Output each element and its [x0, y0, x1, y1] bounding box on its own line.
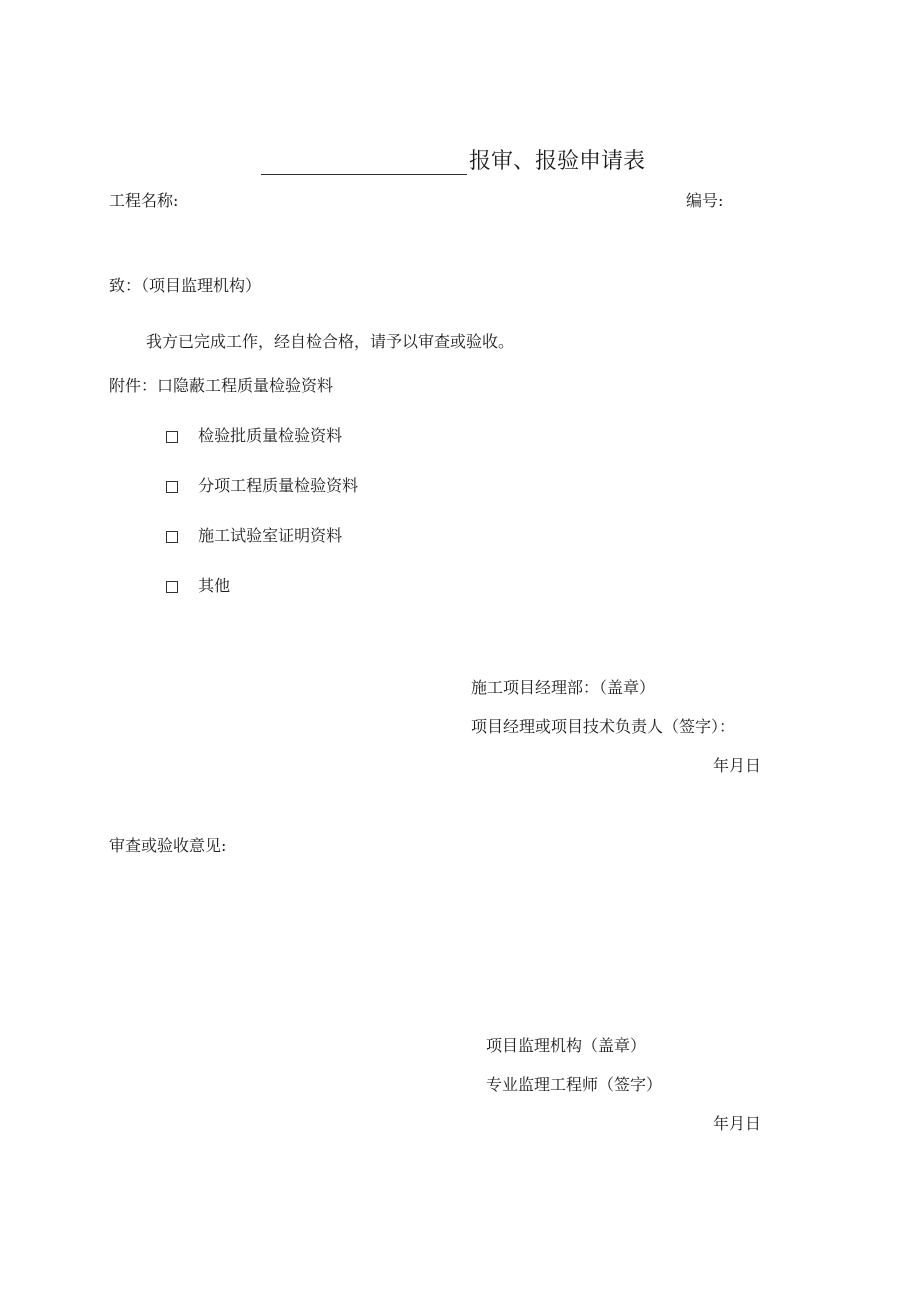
addressee-line: 致：（项目监理机构）	[109, 276, 262, 295]
checkbox-icon[interactable]	[166, 481, 178, 493]
form-number-label: 编号:	[686, 191, 724, 210]
statement-text: 我方已完成工作，经自检合格，请予以审查或验收。	[146, 332, 515, 351]
supervisor-org-label: 项目监理机构（盖章）	[486, 1036, 647, 1055]
attachment-item-label: 分项工程质量检验资料	[198, 476, 359, 495]
project-name-label: 工程名称:	[109, 191, 179, 210]
title-blank-line[interactable]	[261, 174, 467, 175]
contractor-date-label: 年月日	[712, 756, 761, 775]
checkbox-icon[interactable]	[166, 531, 178, 543]
attachments-row	[109, 378, 333, 394]
attachment-item[interactable]	[166, 428, 342, 444]
attachment-hidden-works[interactable]: 口隐蔽工程质量检验资料	[157, 376, 334, 395]
attachment-item-label: 施工试验室证明资料	[198, 526, 343, 545]
checkbox-icon[interactable]	[166, 431, 178, 443]
attachment-item[interactable]	[166, 478, 358, 494]
checkbox-icon[interactable]	[166, 581, 178, 593]
attachments-label: 附件：	[109, 376, 158, 395]
supervisor-date-label: 年月日	[712, 1114, 761, 1133]
attachment-item-label: 其他	[198, 576, 231, 595]
attachment-item[interactable]	[166, 528, 342, 544]
contractor-signer-label: 项目经理或项目技术负责人（签字）：	[471, 717, 736, 736]
supervisor-engineer-label: 专业监理工程师（签字）	[486, 1075, 663, 1094]
review-opinion-label: 审查或验收意见:	[109, 836, 227, 855]
attachment-item[interactable]	[166, 578, 230, 594]
contractor-dept-label: 施工项目经理部：（盖章）	[471, 678, 656, 697]
form-title: 报审、报验申请表	[469, 149, 646, 174]
attachment-item-label: 检验批质量检验资料	[198, 426, 343, 445]
